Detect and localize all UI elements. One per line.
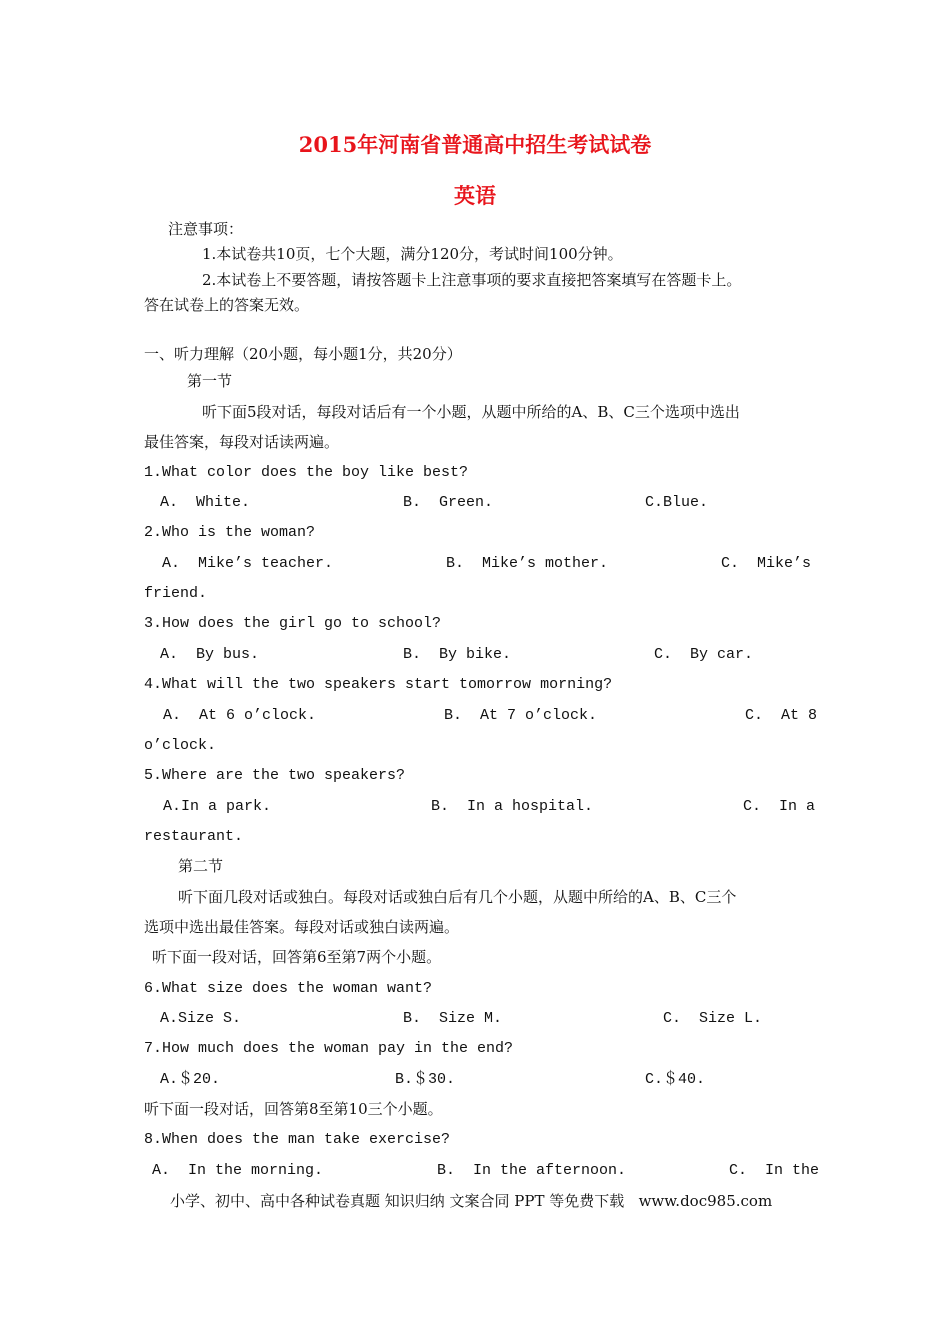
q6-option-c: C. Size L. [663,1010,763,1027]
q2-option-a: A. Mike’s teacher. [162,555,334,572]
q4-option-c: C. At 8 [745,707,818,724]
notice-item-2-cont: 答在试卷上的答案无效。 [144,296,310,314]
section2-heading: 第二节 [178,857,224,875]
q5-stem: 5.Where are the two speakers? [144,767,406,784]
q1-option-a: A. White. [160,494,251,511]
q2-option-b: B. Mike’s mother. [446,555,609,572]
q2-option-c: C. Mike’s [721,555,812,572]
q2-option-c-cont: friend. [144,585,208,602]
q5-option-a: A.In a park. [163,798,272,815]
q4-option-b: B. At 7 o’clock. [444,707,598,724]
dialog-6-7-instruction: 听下面一段对话，回答第6至第7两个小题。 [152,948,442,966]
q3-option-c: C. By car. [654,646,754,663]
q7-option-b: B.＄30. [395,1071,456,1088]
q6-option-a: A.Size S. [160,1010,242,1027]
q1-option-b: B. Green. [403,494,494,511]
footer-text: 小学、初中、高中各种试卷真题 知识归纳 文案合同 PPT 等免费下载 www.doc985.com [170,1192,773,1210]
notice-item-2: 2.本试卷上不要答题，请按答题卡上注意事项的要求直接把答案填写在答题卡上。 [202,271,742,289]
q5-option-c-cont: restaurant. [144,828,244,845]
q7-option-a: A.＄20. [160,1071,221,1088]
section1-instructions: 听下面5段对话，每段对话后有一个小题，从题中所给的A、B、C三个选项中选出 [202,403,740,421]
q3-option-a: A. By bus. [160,646,260,663]
subject-title: 英语 [454,183,496,208]
section2-instructions: 听下面几段对话或独白。每段对话或独白后有几个小题，从题中所给的A、B、C三个 [178,888,737,906]
q8-option-c: C. In the [729,1162,820,1179]
q5-option-c: C. In a [743,798,816,815]
q7-stem: 7.How much does the woman pay in the end? [144,1040,514,1057]
q4-stem: 4.What will the two speakers start tomorrow morning? [144,676,613,693]
q4-option-c-cont: o’clock. [144,737,217,754]
q1-option-c: C.Blue. [645,494,709,511]
notice-item-1: 1.本试卷共10页，七个大题，满分120分，考试时间100分钟。 [202,245,623,263]
q8-option-a: A. In the morning. [152,1162,324,1179]
q7-option-c: C.＄40. [645,1071,706,1088]
q6-stem: 6.What size does the woman want? [144,980,433,997]
q8-stem: 8.When does the man take exercise? [144,1131,451,1148]
notice-heading: 注意事项： [168,220,244,238]
q3-option-b: B. By bike. [403,646,512,663]
q4-option-a: A. At 6 o’clock. [163,707,317,724]
q2-stem: 2.Who is the woman? [144,524,316,541]
section1-heading: 第一节 [187,372,233,390]
dialog-8-10-instruction: 听下面一段对话，回答第8至第10三个小题。 [144,1100,443,1118]
section2-instructions-cont: 选项中选出最佳答案。每段对话或独白读两遍。 [144,918,460,936]
q6-option-b: B. Size M. [403,1010,503,1027]
q5-option-b: B. In a hospital. [431,798,594,815]
section1-instructions-cont: 最佳答案，每段对话读两遍。 [144,433,340,451]
page-title: 2015年河南省普通高中招生考试试卷 [298,132,652,157]
q8-option-b: B. In the afternoon. [437,1162,627,1179]
q3-stem: 3.How does the girl go to school? [144,615,442,632]
q1-stem: 1.What color does the boy like best? [144,464,469,481]
part1-heading: 一、听力理解（20小题，每小题1分，共20分） [144,345,462,363]
